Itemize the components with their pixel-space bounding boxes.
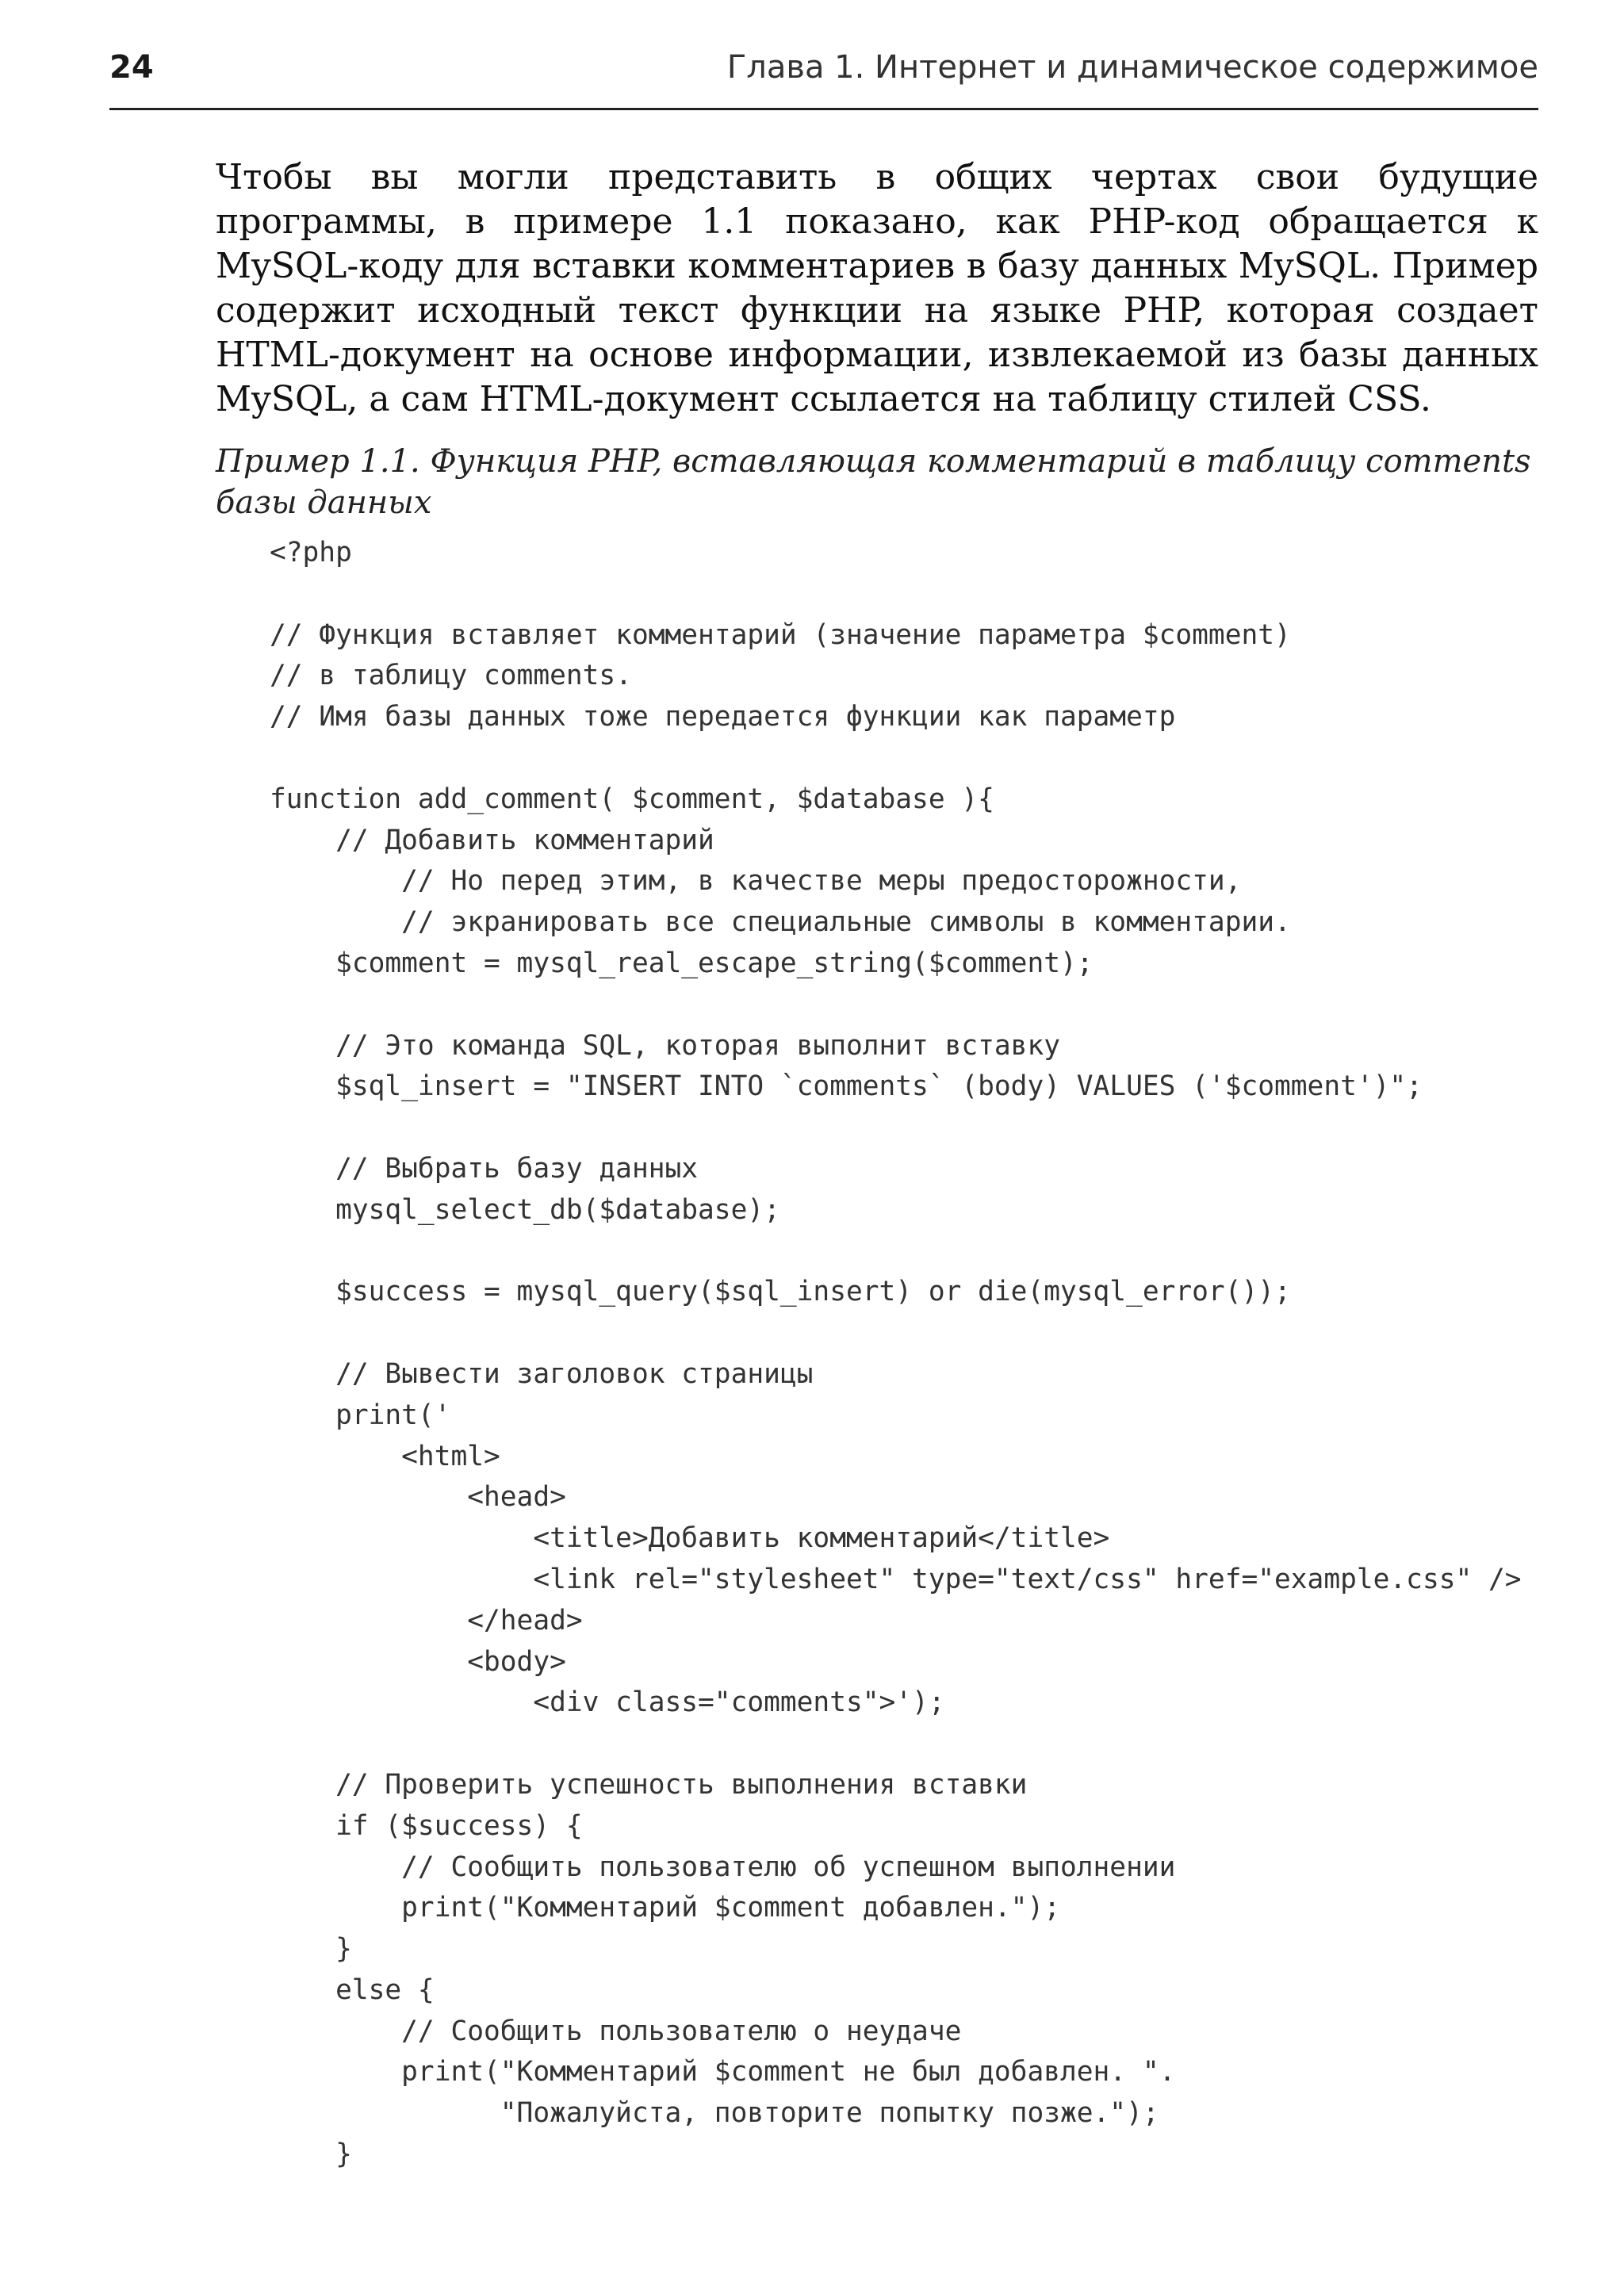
code-line: // Это команда SQL, которая выполнит вставку <box>270 1029 1060 1062</box>
code-line: // в таблицу comments. <box>270 660 632 692</box>
code-line: // Вывести заголовок страницы <box>270 1357 814 1390</box>
page-header <box>109 46 1538 110</box>
code-line: // Имя базы данных тоже передается функции как параметр <box>270 701 1176 733</box>
code-line: } <box>270 1933 352 1966</box>
code-line: <?php <box>270 537 352 568</box>
code-line: print(' <box>270 1399 451 1431</box>
code-line <box>270 1724 1554 1765</box>
code-line: "Пожалуйста, повторите попытку позже."); <box>270 2097 1159 2130</box>
code-line: <html> <box>270 1440 500 1472</box>
code-line: // экранировать все специальные символы в комментарии. <box>270 906 1291 939</box>
running-title: Глава 1. Интернет и динамическое содержимое <box>726 49 1538 86</box>
code-line: } <box>270 2138 352 2171</box>
intro-paragraph: Чтобы вы могли представить в общих чертах свои будущие программы, в примере 1.1 показано, как PHP-код обращается к MySQL-коду для вставки комментариев в базу данных MySQL. Пример содержит исходный текст функции на языке PHP, которая создает HTML-документ на основе информации, извлекаемой из базы данных MySQL, а сам HTML-документ ссылается на таблицу стилей CSS. <box>216 157 1538 419</box>
example-caption: Пример 1.1. Функция PHP, вставляющая комментарий в таблицу comments базы данных <box>216 443 1531 521</box>
code-line <box>270 574 1554 615</box>
code-line: // Проверить успешность выполнения вставки <box>270 1768 1028 1801</box>
code-line <box>270 1231 1554 1273</box>
code-line: $success = mysql_query($sql_insert) or die(mysql_error()); <box>270 1276 1291 1308</box>
code-line: <link rel="stylesheet" type="text/css" href="example.css" /> <box>270 1563 1522 1595</box>
code-line: $comment = mysql_real_escape_string($comment); <box>270 947 1094 979</box>
code-line: // Добавить комментарий <box>270 824 714 856</box>
code-line: print("Комментарий $comment не был добавлен. ". <box>270 2056 1176 2088</box>
code-line: <head> <box>270 1481 566 1514</box>
code-line: // Функция вставляет комментарий (значение параметра $comment) <box>270 618 1291 651</box>
code-line <box>270 1108 1554 1149</box>
code-line <box>270 1313 1554 1354</box>
code-line: mysql_select_db($database); <box>270 1193 780 1226</box>
code-line: // Сообщить пользователю о неудаче <box>270 2015 962 2047</box>
code-line: <div class="comments">'); <box>270 1686 945 1719</box>
code-line: // Сообщить пользователю об успешном выполнении <box>270 1851 1176 1883</box>
code-line: if ($success) { <box>270 1809 583 1842</box>
code-line: <title>Добавить комментарий</title> <box>270 1522 1110 1555</box>
code-line: <body> <box>270 1645 566 1678</box>
code-line: // Но перед этим, в качестве меры предосторожности, <box>270 865 1242 898</box>
code-line: // Выбрать базу данных <box>270 1152 699 1185</box>
code-line: else { <box>270 1973 435 2006</box>
code-listing <box>270 533 1554 2176</box>
code-line: function add_comment( $comment, $database ){ <box>270 783 994 815</box>
code-line: $sql_insert = "INSERT INTO `comments` (body) VALUES ('$comment')"; <box>270 1070 1423 1103</box>
code-line: </head> <box>270 1604 583 1637</box>
code-line <box>270 738 1554 779</box>
code-line <box>270 985 1554 1026</box>
page-number: 24 <box>109 49 154 86</box>
code-line: print("Комментарий $comment добавлен."); <box>270 1892 1060 1924</box>
